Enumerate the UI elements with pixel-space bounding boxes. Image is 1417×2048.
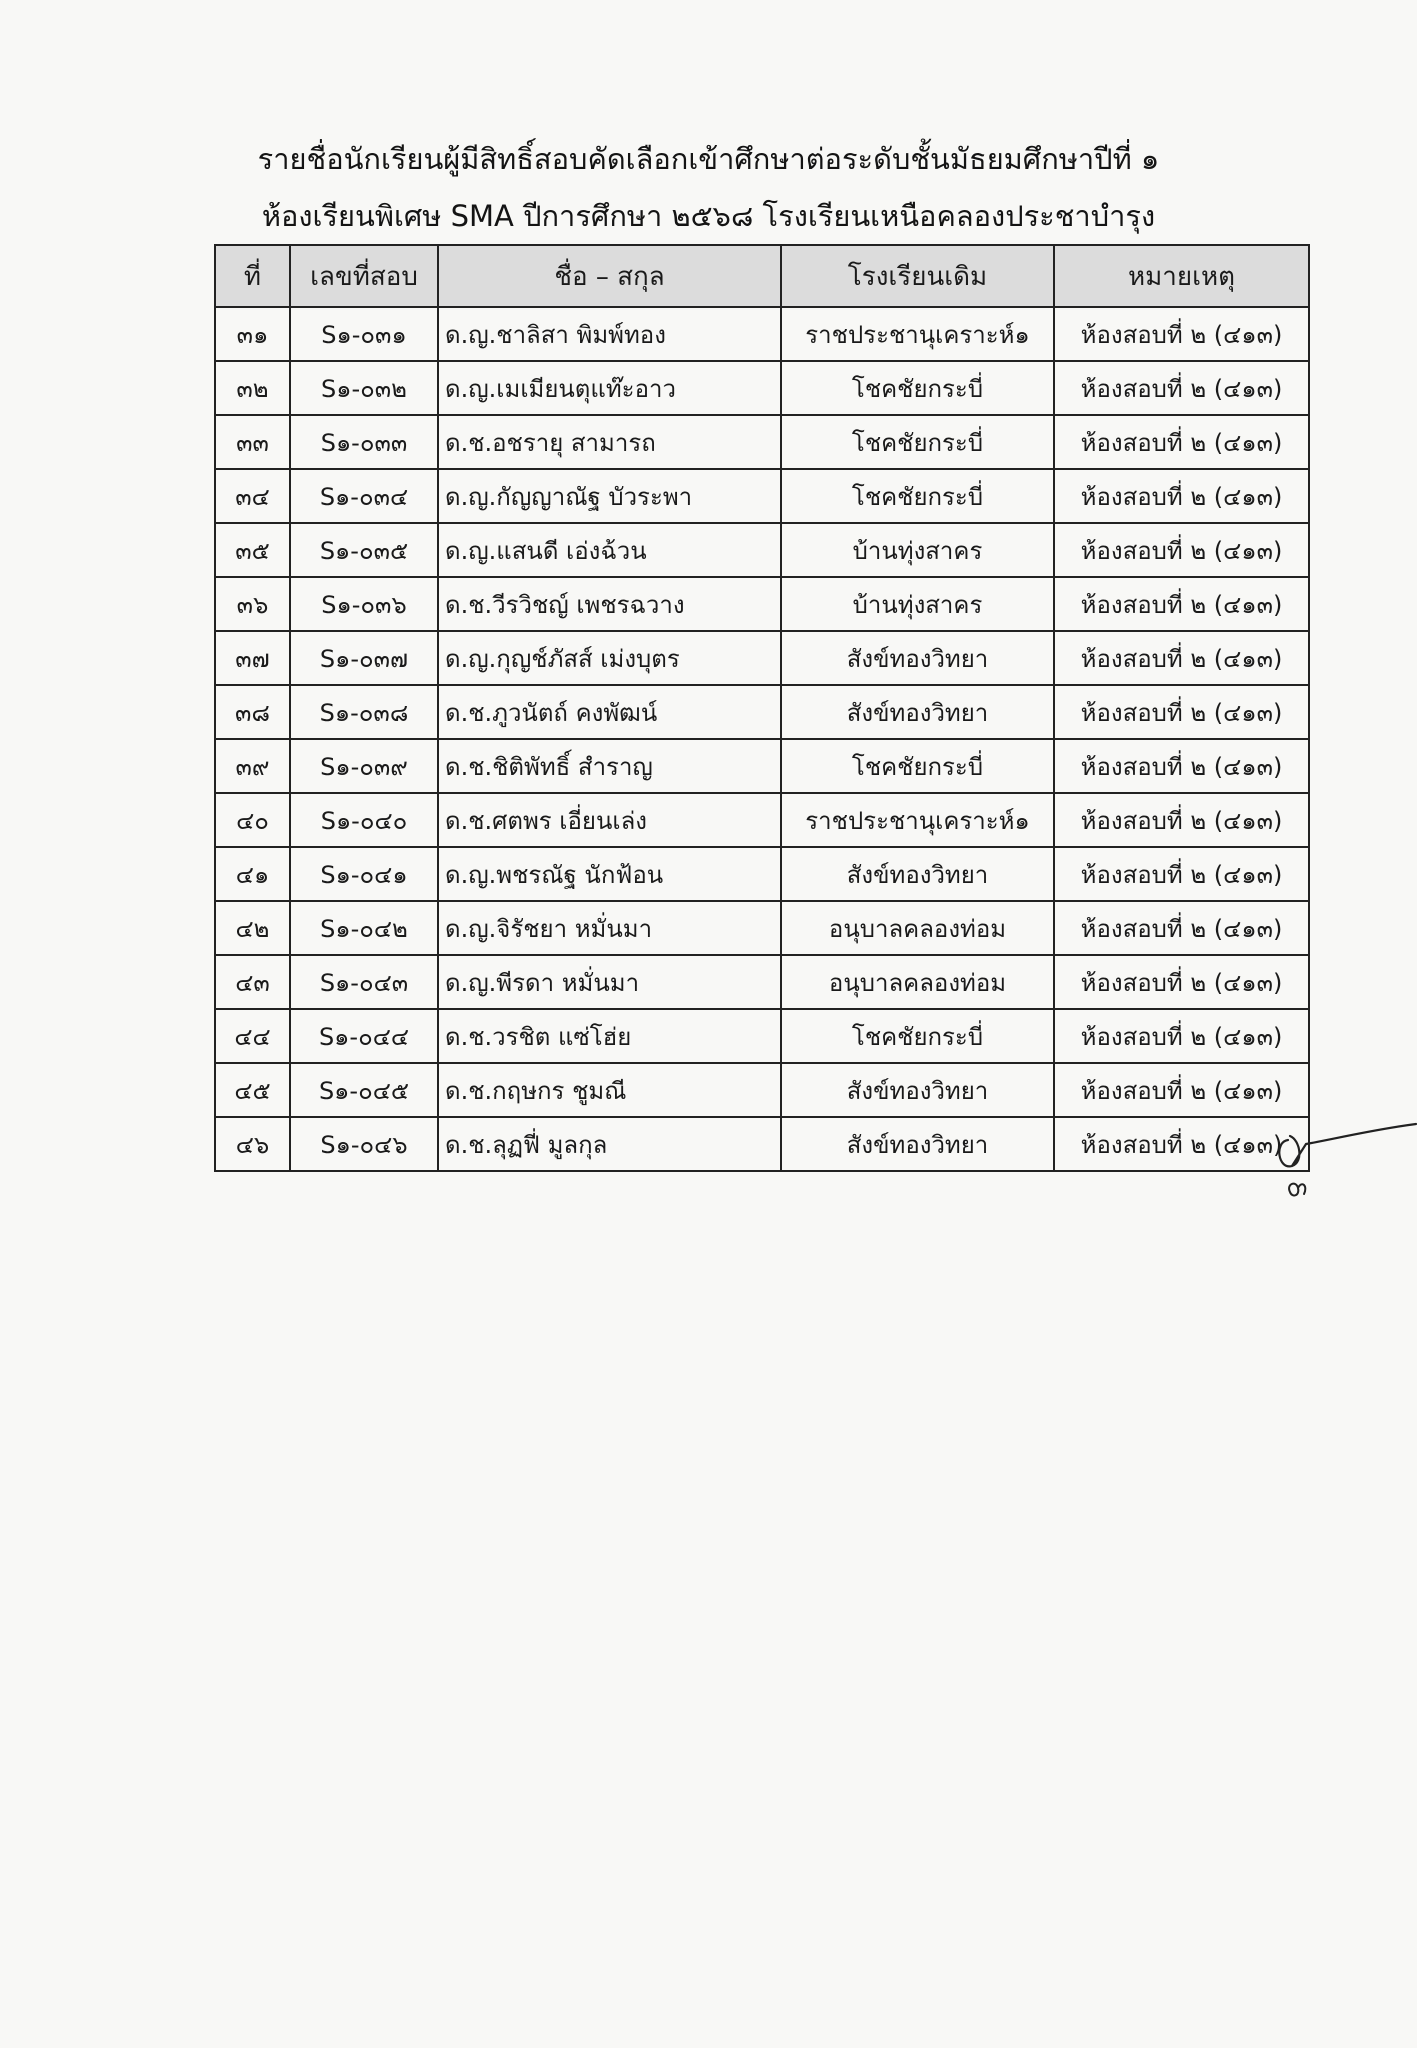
table-row (215, 685, 1309, 739)
exam-room-note: ห้องสอบที่ ๒ (๔๑๓) (1054, 847, 1309, 901)
table-row (215, 1063, 1309, 1117)
previous-school: โชคชัยกระบี่ (781, 415, 1054, 469)
previous-school: โชคชัยกระบี่ (781, 361, 1054, 415)
row-number: ๔๒ (215, 901, 290, 955)
table-row (215, 739, 1309, 793)
student-name: ด.ช.วีรวิชญ์ เพชรฉวาง (438, 577, 781, 631)
exam-room-note: ห้องสอบที่ ๒ (๔๑๓) (1054, 631, 1309, 685)
student-name: ด.ช.กฤษกร ชูมณี (438, 1063, 781, 1117)
previous-school: บ้านทุ่งสาคร (781, 577, 1054, 631)
exam-id: S๑-๐๓๗ (290, 631, 438, 685)
exam-room-note: ห้องสอบที่ ๒ (๔๑๓) (1054, 361, 1309, 415)
row-number: ๔๑ (215, 847, 290, 901)
student-name: ด.ญ.กัญญาณัฐ บัวระพา (438, 469, 781, 523)
exam-id: S๑-๐๓๙ (290, 739, 438, 793)
student-name: ด.ช.ชิติพัทธิ์ สำราญ (438, 739, 781, 793)
previous-school: อนุบาลคลองท่อม (781, 955, 1054, 1009)
previous-school: โชคชัยกระบี่ (781, 739, 1054, 793)
exam-id: S๑-๐๔๓ (290, 955, 438, 1009)
exam-room-note: ห้องสอบที่ ๒ (๔๑๓) (1054, 577, 1309, 631)
exam-room-note: ห้องสอบที่ ๒ (๔๑๓) (1054, 307, 1309, 361)
table-row (215, 847, 1309, 901)
exam-id: S๑-๐๔๒ (290, 901, 438, 955)
exam-id: S๑-๐๓๕ (290, 523, 438, 577)
document-title: รายชื่อนักเรียนผู้มีสิทธิ์สอบคัดเลือกเข้าศึกษาต่อระดับชั้นมัธยมศึกษาปีที่ ๑ (257, 142, 1160, 176)
student-name: ด.ญ.ชาลิสา พิมพ์ทอง (438, 307, 781, 361)
previous-school: ราชประชานุเคราะห์๑ (781, 307, 1054, 361)
document-subtitle: ห้องเรียนพิเศษ SMA ปีการศึกษา ๒๕๖๘ โรงเรียนเหนือคลองประชาบำรุง (261, 199, 1156, 233)
table-row (215, 361, 1309, 415)
exam-id: S๑-๐๓๒ (290, 361, 438, 415)
exam-room-note: ห้องสอบที่ ๒ (๔๑๓) (1054, 793, 1309, 847)
student-name: ด.ญ.เมเมียนตุแท๊ะอาว (438, 361, 781, 415)
header-no: ที่ (215, 245, 290, 307)
header-school: โรงเรียนเดิม (781, 245, 1054, 307)
exam-room-note: ห้องสอบที่ ๒ (๔๑๓) (1054, 739, 1309, 793)
row-number: ๓๙ (215, 739, 290, 793)
student-name: ด.ญ.แสนดี เอ่งฉ้วน (438, 523, 781, 577)
student-name: ด.ช.ภูวนัตถ์ คงพัฒน์ (438, 685, 781, 739)
row-number: ๔๔ (215, 1009, 290, 1063)
exam-id: S๑-๐๔๐ (290, 793, 438, 847)
header-name: ชื่อ – สกุล (438, 245, 781, 307)
exam-id: S๑-๐๓๓ (290, 415, 438, 469)
table-row (215, 955, 1309, 1009)
exam-room-note: ห้องสอบที่ ๒ (๔๑๓) (1054, 955, 1309, 1009)
row-number: ๔๓ (215, 955, 290, 1009)
exam-id: S๑-๐๔๔ (290, 1009, 438, 1063)
exam-room-note: ห้องสอบที่ ๒ (๔๑๓) (1054, 685, 1309, 739)
student-name: ด.ญ.จิรัชยา หมั่นมา (438, 901, 781, 955)
row-number: ๓๓ (215, 415, 290, 469)
exam-id: S๑-๐๓๑ (290, 307, 438, 361)
previous-school: สังข์ทองวิทยา (781, 1063, 1054, 1117)
exam-room-note: ห้องสอบที่ ๒ (๔๑๓) (1054, 1117, 1309, 1171)
student-name: ด.ช.ศตพร เอี่ยนเล่ง (438, 793, 781, 847)
row-number: ๔๖ (215, 1117, 290, 1171)
table-header-row (215, 245, 1309, 307)
table-row (215, 1009, 1309, 1063)
exam-room-note: ห้องสอบที่ ๒ (๔๑๓) (1054, 415, 1309, 469)
exam-id: S๑-๐๓๘ (290, 685, 438, 739)
signature-mark (1270, 1100, 1417, 1210)
exam-room-note: ห้องสอบที่ ๒ (๔๑๓) (1054, 523, 1309, 577)
previous-school: สังข์ทองวิทยา (781, 847, 1054, 901)
previous-school: โชคชัยกระบี่ (781, 1009, 1054, 1063)
exam-room-note: ห้องสอบที่ ๒ (๔๑๓) (1054, 901, 1309, 955)
row-number: ๓๒ (215, 361, 290, 415)
row-number: ๓๔ (215, 469, 290, 523)
table-row (215, 901, 1309, 955)
row-number: ๓๘ (215, 685, 290, 739)
table-row (215, 631, 1309, 685)
table-row (215, 577, 1309, 631)
student-name: ด.ช.อชรายุ สามารถ (438, 415, 781, 469)
row-number: ๔๐ (215, 793, 290, 847)
exam-id: S๑-๐๓๖ (290, 577, 438, 631)
exam-room-note: ห้องสอบที่ ๒ (๔๑๓) (1054, 469, 1309, 523)
table-row (215, 469, 1309, 523)
header-note: หมายเหตุ (1054, 245, 1309, 307)
previous-school: โชคชัยกระบี่ (781, 469, 1054, 523)
student-name: ด.ญ.พีรดา หมั่นมา (438, 955, 781, 1009)
table-body (215, 307, 1309, 1171)
previous-school: สังข์ทองวิทยา (781, 685, 1054, 739)
student-name: ด.ญ.กุญช์ภัสส์ เม่งบุตร (438, 631, 781, 685)
student-roster-table (214, 244, 1310, 1172)
previous-school: บ้านทุ่งสาคร (781, 523, 1054, 577)
previous-school: อนุบาลคลองท่อม (781, 901, 1054, 955)
table-row (215, 1117, 1309, 1171)
previous-school: สังข์ทองวิทยา (781, 1117, 1054, 1171)
row-number: ๓๗ (215, 631, 290, 685)
row-number: ๓๖ (215, 577, 290, 631)
table-row (215, 307, 1309, 361)
exam-room-note: ห้องสอบที่ ๒ (๔๑๓) (1054, 1009, 1309, 1063)
student-name: ด.ช.ลุฏฟี่ มูลกุล (438, 1117, 781, 1171)
exam-id: S๑-๐๔๕ (290, 1063, 438, 1117)
exam-id: S๑-๐๓๔ (290, 469, 438, 523)
exam-id: S๑-๐๔๑ (290, 847, 438, 901)
table-row (215, 415, 1309, 469)
row-number: ๓๕ (215, 523, 290, 577)
student-name: ด.ญ.พชรณัฐ นักฟ้อน (438, 847, 781, 901)
previous-school: สังข์ทองวิทยา (781, 631, 1054, 685)
exam-room-note: ห้องสอบที่ ๒ (๔๑๓) (1054, 1063, 1309, 1117)
header-exam-id: เลขที่สอบ (290, 245, 438, 307)
previous-school: ราชประชานุเคราะห์๑ (781, 793, 1054, 847)
student-name: ด.ช.วรชิต แซ่โฮ่ย (438, 1009, 781, 1063)
row-number: ๓๑ (215, 307, 290, 361)
exam-id: S๑-๐๔๖ (290, 1117, 438, 1171)
table-row (215, 793, 1309, 847)
row-number: ๔๕ (215, 1063, 290, 1117)
table-row (215, 523, 1309, 577)
